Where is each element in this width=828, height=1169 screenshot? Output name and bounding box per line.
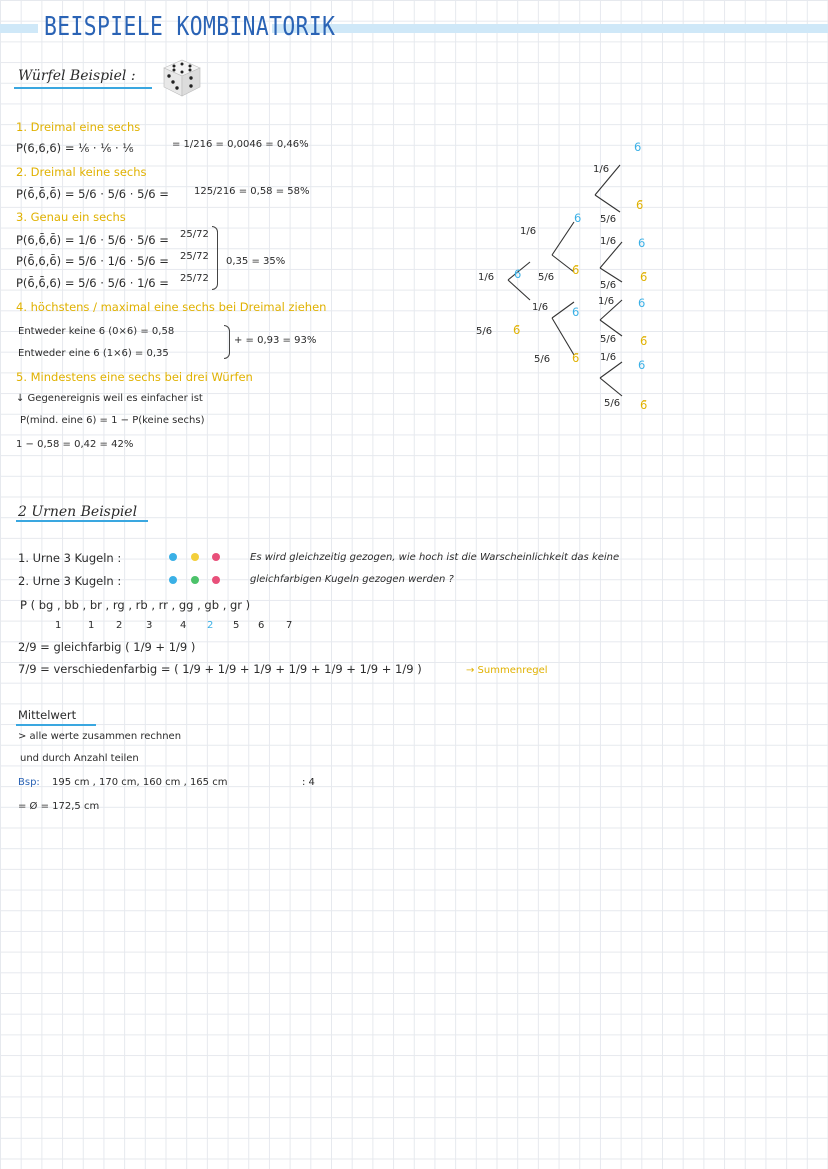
tree-p7: 1/6 <box>600 236 617 247</box>
wuerfel-heading: Würfel Beispiel : <box>18 68 136 84</box>
tree-l1-6: 6 <box>514 267 522 281</box>
pair-num-1: 1 <box>55 620 62 631</box>
tree-p6: 5/6 <box>600 214 617 225</box>
w-line-15: 4. höchstens / maximal eine sechs bei Dreimal ziehen <box>16 300 327 314</box>
ball-blue-1 <box>169 553 177 561</box>
ball-blue-2 <box>169 576 177 584</box>
tree-l1-not6: 6̄ <box>513 323 521 337</box>
w-line-19: 5. Mindestens eine sechs bei drei Würfen <box>16 370 253 384</box>
tree-p3: 1/6 <box>532 302 549 313</box>
tree-l2-a: 6 <box>574 211 582 225</box>
pair-num-8: 6 <box>258 620 265 631</box>
title-highlight-left <box>0 24 38 33</box>
tree-p11: 1/6 <box>600 352 617 363</box>
tree-p2: 5/6 <box>538 272 555 283</box>
w-line-10: P(6̄,6,6̄) = 5/6 · 1/6 · 5/6 = <box>16 254 169 268</box>
mittelwert-bsp-label: Bsp: <box>18 777 40 788</box>
tree-l3-6: 6̄ <box>640 334 648 348</box>
w-line-17: Entweder eine 6 (1×6) = 0,35 <box>18 348 169 359</box>
urnen-heading: 2 Urnen Beispiel <box>18 504 138 520</box>
dice-icon <box>158 56 204 98</box>
pair-num-7: 5 <box>233 620 240 631</box>
tree-l3-5: 6 <box>638 296 646 310</box>
w-line-22: 1 − 0,58 = 0,42 = 42% <box>16 439 134 450</box>
tree-l2-b: 6̄ <box>572 263 580 277</box>
w-line-7: 3. Genau ein sechs <box>16 210 126 224</box>
w-line-13: 25/72 <box>180 273 209 284</box>
tree-l2-d: 6̄ <box>572 351 580 365</box>
probability-tree <box>470 150 660 420</box>
urne-1: 1. Urne 3 Kugeln : <box>18 551 122 565</box>
brace-1 <box>212 226 218 290</box>
w-line-5: P(6̄,6̄,6̄) = 5/6 · 5/6 · 5/6 = <box>16 187 169 201</box>
pair-num-6: 2 <box>207 620 214 631</box>
mittelwert-divisor: : 4 <box>302 777 315 788</box>
urnen-pairs: P ( bg , bb , br , rg , rb , rr , gg , gb , gr ) <box>20 598 251 612</box>
tree-root-top: 1/6 <box>478 272 495 283</box>
tree-p9: 1/6 <box>598 296 615 307</box>
w-line-1: 1. Dreimal eine sechs <box>16 120 141 134</box>
tree-p1: 1/6 <box>520 226 537 237</box>
urnen-diff: 7/9 = verschiedenfarbig = ( 1/9 + 1/9 + 1/9 + 1/9 + 1/9 + 1/9 + 1/9 ) <box>18 662 422 676</box>
w-line-20: ↓ Gegenereignis weil es einfacher ist <box>16 393 203 404</box>
brace-2 <box>224 325 230 359</box>
mittelwert-result: = Ø = 172,5 cm <box>18 801 100 812</box>
w-line-14: 0,35 = 35% <box>226 256 286 267</box>
w-line-3: = 1/216 = 0,0046 = 0,46% <box>172 139 309 150</box>
urne-2: 2. Urne 3 Kugeln : <box>18 574 122 588</box>
mittelwert-line-1: > alle werte zusammen rechnen <box>18 731 182 742</box>
urnen-rule: → Summenregel <box>466 665 548 676</box>
wuerfel-underline <box>14 87 152 89</box>
pair-num-9: 7 <box>286 620 293 631</box>
pair-num-2: 1 <box>88 620 95 631</box>
ball-yellow-1 <box>191 553 199 561</box>
title-highlight-right <box>272 24 828 33</box>
w-line-16: Entweder keine 6 (0×6) = 0,58 <box>18 326 175 337</box>
w-line-6: 125/216 = 0,58 = 58% <box>194 186 310 197</box>
tree-l2-c: 6 <box>572 305 580 319</box>
w-line-18: + = 0,93 = 93% <box>234 335 317 346</box>
tree-l3-7: 6 <box>638 358 646 372</box>
tree-p12: 5/6 <box>604 398 621 409</box>
pair-num-3: 2 <box>116 620 123 631</box>
w-line-8: P(6,6̄,6̄) = 1/6 · 5/6 · 5/6 = <box>16 233 169 247</box>
urnen-same: 2/9 = gleichfarbig ( 1/9 + 1/9 ) <box>18 640 196 654</box>
w-line-11: 25/72 <box>180 251 209 262</box>
mittelwert-line-2: und durch Anzahl teilen <box>20 753 139 764</box>
ball-red-2 <box>212 576 220 584</box>
mittelwert-bsp-values: 195 cm , 170 cm, 160 cm , 165 cm <box>52 777 228 788</box>
tree-l3-3: 6 <box>638 236 646 250</box>
ball-green-2 <box>191 576 199 584</box>
tree-p4: 5/6 <box>534 354 551 365</box>
tree-p5: 1/6 <box>593 164 610 175</box>
w-line-21: P(mind. eine 6) = 1 − P(keine sechs) <box>20 415 205 426</box>
w-line-4: 2. Dreimal keine sechs <box>16 165 147 179</box>
tree-l3-8: 6̄ <box>640 398 648 412</box>
ball-red-1 <box>212 553 220 561</box>
mittelwert-heading: Mittelwert <box>18 708 77 722</box>
w-line-12: P(6̄,6̄,6) = 5/6 · 5/6 · 1/6 = <box>16 276 169 290</box>
tree-p10: 5/6 <box>600 334 617 345</box>
urnen-question-1: Es wird gleichzeitig gezogen, wie hoch ist die Warscheinlichkeit das keine <box>250 552 620 563</box>
pair-num-5: 4 <box>180 620 187 631</box>
tree-l3-4: 6̄ <box>640 270 648 284</box>
w-line-2: P(6,6,6) = ⅙ · ⅙ · ⅙ <box>16 141 134 155</box>
w-line-9: 25/72 <box>180 229 209 240</box>
page-title: BEISPIELE KOMBINATORIK <box>44 12 336 42</box>
pair-num-4: 3 <box>146 620 153 631</box>
tree-l3-2: 6̄ <box>636 198 644 212</box>
urnen-underline <box>16 520 148 522</box>
urnen-question-2: gleichfarbigen Kugeln gezogen werden ? <box>250 574 454 585</box>
tree-root-bottom: 5/6 <box>476 326 493 337</box>
mittelwert-underline <box>16 724 96 726</box>
tree-p8: 5/6 <box>600 280 617 291</box>
tree-l3-1: 6 <box>634 140 642 154</box>
